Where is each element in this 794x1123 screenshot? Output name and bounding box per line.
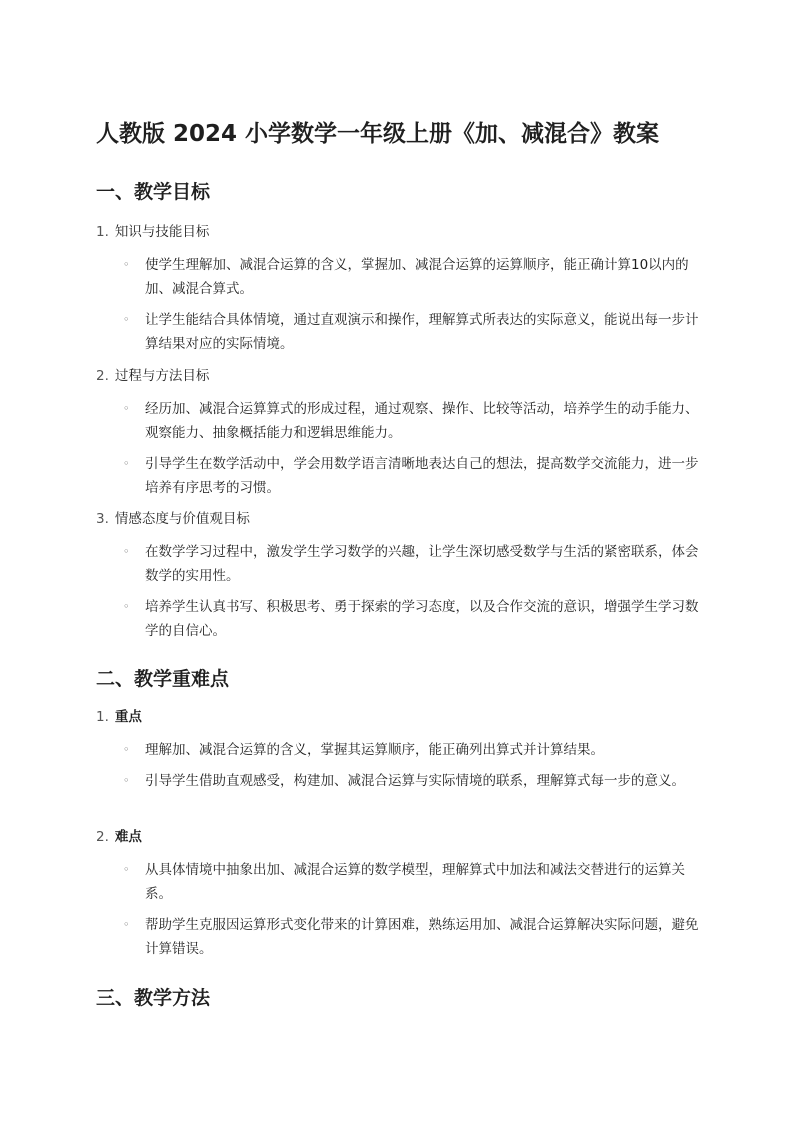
numbered-item — [96, 366, 209, 386]
numbered-item — [96, 222, 209, 242]
bullet-text: 在数学学习过程中，激发学生学习数学的兴趣，让学生深切感受数学与生活的紧密联系，体会数学的实用性。 — [145, 544, 699, 584]
document-title: 人教版 2024 小学数学一年级上册《加、减混合》教案 — [96, 121, 660, 147]
bullet-text: 引导学生借助直观感受，构建加、减混合运算与实际情境的联系，理解算式每一步的意义。 — [145, 773, 685, 789]
bullet-text: 帮助学生克服因运算形式变化带来的计算困难，熟练运用加、减混合运算解决实际问题，避免计算错误。 — [145, 917, 699, 957]
section-heading-methods: 三、教学方法 — [96, 987, 211, 1009]
numbered-item — [96, 509, 250, 529]
item-label: 过程与方法目标 — [114, 368, 210, 384]
bullet-item — [123, 253, 703, 301]
item-number: 1. — [96, 709, 109, 725]
bullet-circle-icon: ◦ — [123, 313, 130, 326]
bullet-circle-icon: ◦ — [123, 863, 130, 876]
item-number: 1. — [96, 224, 109, 240]
bullet-item — [123, 540, 703, 588]
bullet-circle-icon: ◦ — [123, 918, 130, 931]
bullet-circle-icon: ◦ — [123, 774, 130, 787]
bullet-item — [123, 769, 703, 793]
bullet-text: 让学生能结合具体情境，通过直观演示和操作，理解算式所表达的实际意义，能说出每一步计算结果对应的实际情境。 — [145, 312, 699, 352]
bullet-text: 引导学生在数学活动中，学会用数学语言清晰地表达自己的想法，提高数学交流能力，进一步培养有序思考的习惯。 — [145, 456, 699, 496]
item-label: 情感态度与价值观目标 — [114, 511, 250, 527]
bullet-circle-icon: ◦ — [123, 545, 130, 558]
item-number: 2. — [96, 829, 109, 845]
bullet-text: 从具体情境中抽象出加、减混合运算的数学模型，理解算式中加法和减法交替进行的运算关系。 — [145, 862, 685, 902]
numbered-item — [96, 827, 142, 847]
item-label: 知识与技能目标 — [114, 224, 210, 240]
bullet-circle-icon: ◦ — [123, 600, 130, 613]
bullet-circle-icon: ◦ — [123, 743, 130, 756]
bullet-text: 经历加、减混合运算算式的形成过程，通过观察、操作、比较等活动，培养学生的动手能力、观察能力、抽象概括能力和逻辑思维能力。 — [145, 401, 699, 441]
item-number: 2. — [96, 368, 109, 384]
bullet-item — [123, 738, 703, 762]
numbered-item — [96, 707, 142, 727]
bullet-text: 使学生理解加、减混合运算的含义，掌握加、减混合运算的运算顺序，能正确计算10以内的加、减混合算式。 — [145, 257, 689, 297]
section-heading-key-points: 二、教学重难点 — [96, 668, 230, 690]
item-number: 3. — [96, 511, 109, 527]
bullet-circle-icon: ◦ — [123, 258, 130, 271]
bullet-text: 培养学生认真书写、积极思考、勇于探索的学习态度，以及合作交流的意识，增强学生学习数学的自信心。 — [145, 599, 699, 639]
item-label: 难点 — [114, 829, 142, 845]
bullet-circle-icon: ◦ — [123, 402, 130, 415]
section-heading-objectives: 一、教学目标 — [96, 181, 211, 203]
bullet-item — [123, 308, 703, 356]
bullet-item — [123, 397, 703, 445]
bullet-item — [123, 595, 703, 643]
bullet-item — [123, 858, 703, 906]
bullet-item — [123, 913, 703, 961]
bullet-item — [123, 452, 703, 500]
bullet-text: 理解加、减混合运算的含义，掌握其运算顺序，能正确列出算式并计算结果。 — [145, 742, 604, 758]
bullet-circle-icon: ◦ — [123, 457, 130, 470]
item-label: 重点 — [114, 709, 142, 725]
